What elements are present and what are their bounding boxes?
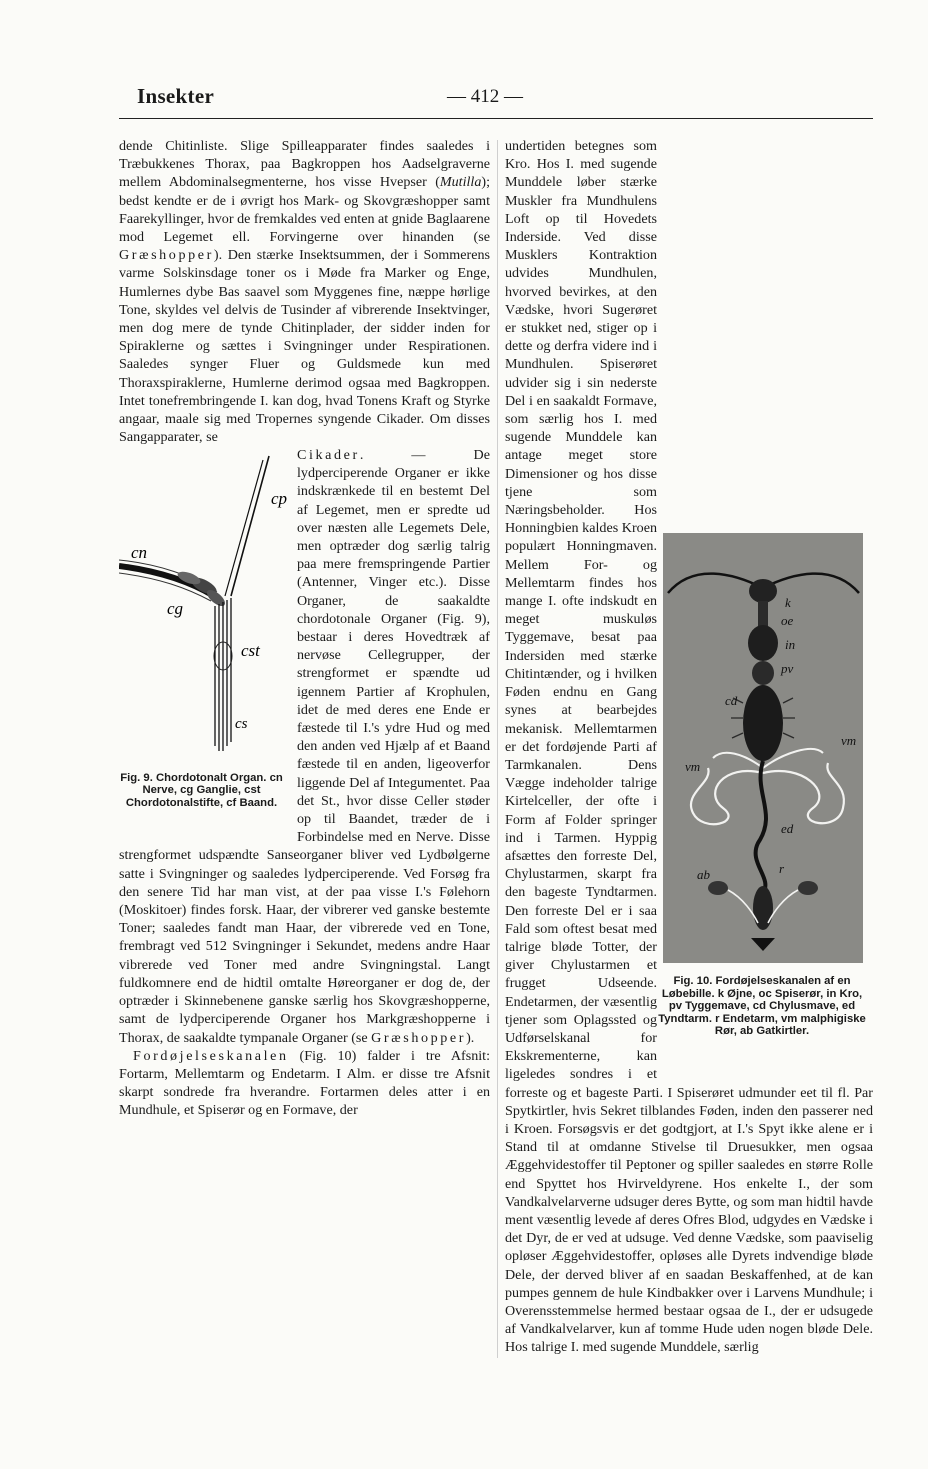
running-title: Insekter <box>137 84 215 108</box>
label-cn: cn <box>131 543 148 562</box>
label-oe: oe <box>781 613 794 628</box>
label-k: k <box>785 595 791 610</box>
left-column <box>119 137 490 446</box>
label-cs: cs <box>235 716 248 732</box>
figure-9-caption: Fig. 9. Chordotonalt Organ. cn Nerve, cg Ganglie, cst Chordotonalstifte, cf Baand. <box>120 772 283 809</box>
left-paragraph-1-continued: Cikader. — De lydperciperende Organer er ikke indskrænkede til en bestemt Del af Legemet, men er spredte ud over næsten alle Legemets Dele, men optræder dog særlig talrig paa mere fremspringende Partier (Antenner, Vinger etc.). Disse Organer, de saakaldte chordotonale Organer (Fig. 9), bestaar i deres Hovedtræk af nervøse Cellegrupper, der strengformet er spændte ud igennem Partier af Krophulen, idet de med deres ene Ende er fæstede til I.'s ydre Hud og med den anden ved Hjælp af et Baand fæstede til en anden, ligeoverfor liggende Del af Integumentet. Paa det St., hvor disse Celler støder op til Baandet, træder de i Forbindelse med en Nerve. Disse strengformet udspændte Sanseorganer bliver ved Lydbølgerne satte i Svingninger og saaledes lydperciperende. Ved Forsøg fra den senere Tid har man vist, at der paa visse I.'s Følehorn (Moskitoer) findes forsk. Haar, der vibrerer ved ganske bestemte Toner; saaledes fandt man Haar, der vibrerede ved en Tone, frembragt ved 512 Svingninger i Sekundet, medens andre Haar vibrerede ved Toner med andre Svingningstal. Langt fuldkomnere end de hidtil omtalte Høreorganer er dog de, der optræder i Skinnebenene ganske særlig hos Skovgræshopperne, samt de lydperciperende Organer hos Markgræshopperne i Thorax, de saakaldte tympanale Organer (se Græshopper). <box>119 447 490 1046</box>
label-vm-right: vm <box>841 733 857 748</box>
figure-9 <box>119 446 291 846</box>
chordotonal-organ-illustration <box>119 446 291 771</box>
left-paragraph-2: Fordøjelseskanalen (Fig. 10) falder i tre Afsnit: Fortarm, Mellemtarm og Endetarm. I Alm. er disse tre Afsnit skarpt sondrede fra hverandre. Fortarmen deles atter i en Mundhule, et Spiserør og en Formave, der <box>119 1047 490 1119</box>
label-cg: cg <box>167 599 184 618</box>
left-paragraph-1: dende Chitinliste. Slige Spilleapparater findes saaledes i Træbukkenes Thorax, paa Bagkroppen hos Aadselgraverne mellem Abdominalsegmenterne, hos visse Hvepser (Mutilla); bedst kendte er de i øvrigt hos Mark- og Skovgræshopper samt Faarekyllinger, hvor de fremkaldes ved enten at gnide Baglaarene mod Legemet ell. Forvingerne over hinanden (se Græshopper). Den stærke Insektsummen, der i Sommerens varme Solskinsdage toner os i Møde fra Marker og Enge, Humlernes dybe Bas saavel som Myggenes fine, næppe hørlige Tone, skyldes vel delvis de Tusinder af vibrerende Insektvinger, men dog mere de tynde Chitinplader, der sidder inden for Spiraklerne og sættes i Svingninger under Respirationen. Saaledes synger Fluer og Guldsmede kun med Thoraxspiraklerne, Humlerne derimod ogsaa med Bagkroppen. Intet tonefrembringende I. kan dog, hvad Tonens Kraft og Styrke angaar, maale sig med Tropernes syngende Cikader. Om disses Sangapparater, se <box>119 138 490 446</box>
label-cp: cp <box>271 489 288 508</box>
label-ed: ed <box>781 821 794 836</box>
running-header <box>137 84 870 112</box>
label-cd: cd <box>725 693 738 708</box>
label-in: in <box>785 637 796 652</box>
label-r: r <box>779 861 785 876</box>
page-number: — 412 — <box>447 86 523 107</box>
label-cst: cst <box>241 641 260 660</box>
label-vm-left: vm <box>685 759 701 774</box>
digestive-canal-illustration <box>663 533 863 963</box>
right-paragraph-1: undertiden betegnes som Kro. Hos I. med sugende Munddele løber stærke Muskler fra Mundhulens Loft op til Hovedets Inderside. Ved disse Musklers Kontraktion udvides Mundhulen, hvorved bevirkes, at den Vædske, hvori Sugerøret er stukket ned, stiger op i dette og derfra videre ind i Mundhulen. Spiserøret udvider sig i sin nederste Del i en saakaldt Formave, som særlig hos I. med sugende Munddele kan antage meget store Dimensioner og hos disse tjene som Næringsbeholder. Hos Honningbien kaldes Kroen populært Honningmaven. Mellem For- og Mellemtarm findes hos mange I. ofte indskudt en meget muskuløs Tyggemave, besat paa Indersiden med stærke Chitintænder, og i hvilken Føden endnu en Gang synes at bearbejdes mekanisk. Mellemtarmen er det fordøjende Parti af Tarmkanalen. Dens Vægge indeholder talrige Kirtelceller, der ofte i Form af Folder springer ind i Tarmen. Hyppig afsættes den forreste Del, Chylustarmen, skarpt fra den bageste Tyndtarmen. Den forreste Del er i saa Fald som oftest besat med talrige bløde Totter, der giver Chylustarmen et frugget Udseende. Endetarmen, der væsentlig tjener som Oplagssted og Udførselskanal for Ekskrementerne, kan ligeledes sondres i et forreste og et bageste Parti. I Spiserøret udmunder eet til fl. Par Spytkirtler, hvis Sekret tilblandes Føden, inden den passerer ned i Kroen. Forsøgsvis er det godtgjort, at I.'s Spyt ikke alene er i Stand til at omdanne Stivelse til Druesukker, men ogsaa Æggehvidestoffer til Peptoner og spiller saaledes en større Rolle end Spyttet hos Hvirveldyrene. Hos enkelte I., der som Vandkalvelarverne udsuger deres Bytte, og som man hidtil havde ment væsentlig levede af deres Ofres Blod, udgydes en Vædske i det Dyr, de er ved at udsuge. Ved denne Vædske, som paaviselig opløser Æggehvidestoffer, opløses alle Dyrets indvendige bløde Dele, der derved bliver af en saadan Beskaffenhed, at de kan pumpes gennem de hule Kindbakker over i Larvens Mundhule; i Overensstemmelse hermed bestaar ogsaa de I., der er udsugede af Vandkalvelarver, kun af tomme Hude uden nogen bløde Dele. Hos talrige I. med sugende Munddele, særlig <box>505 138 873 1356</box>
figure-10 <box>658 533 873 1083</box>
header-rule <box>119 118 873 119</box>
column-divider <box>497 140 498 1358</box>
figure-10-caption: Fig. 10. Fordøjelseskanalen af en Løbebille. k Øjne, oc Spiserør, in Kro, pv Tyggemave, cd Chylusmave, ed Tyndtarm. r Endetarm, vm malphigiske Rør, ab Gatkirtler. <box>658 975 866 1038</box>
right-column <box>505 137 873 1357</box>
label-pv: pv <box>781 661 794 676</box>
left-column-figure-flow <box>119 446 490 1120</box>
label-ab: ab <box>697 867 710 882</box>
